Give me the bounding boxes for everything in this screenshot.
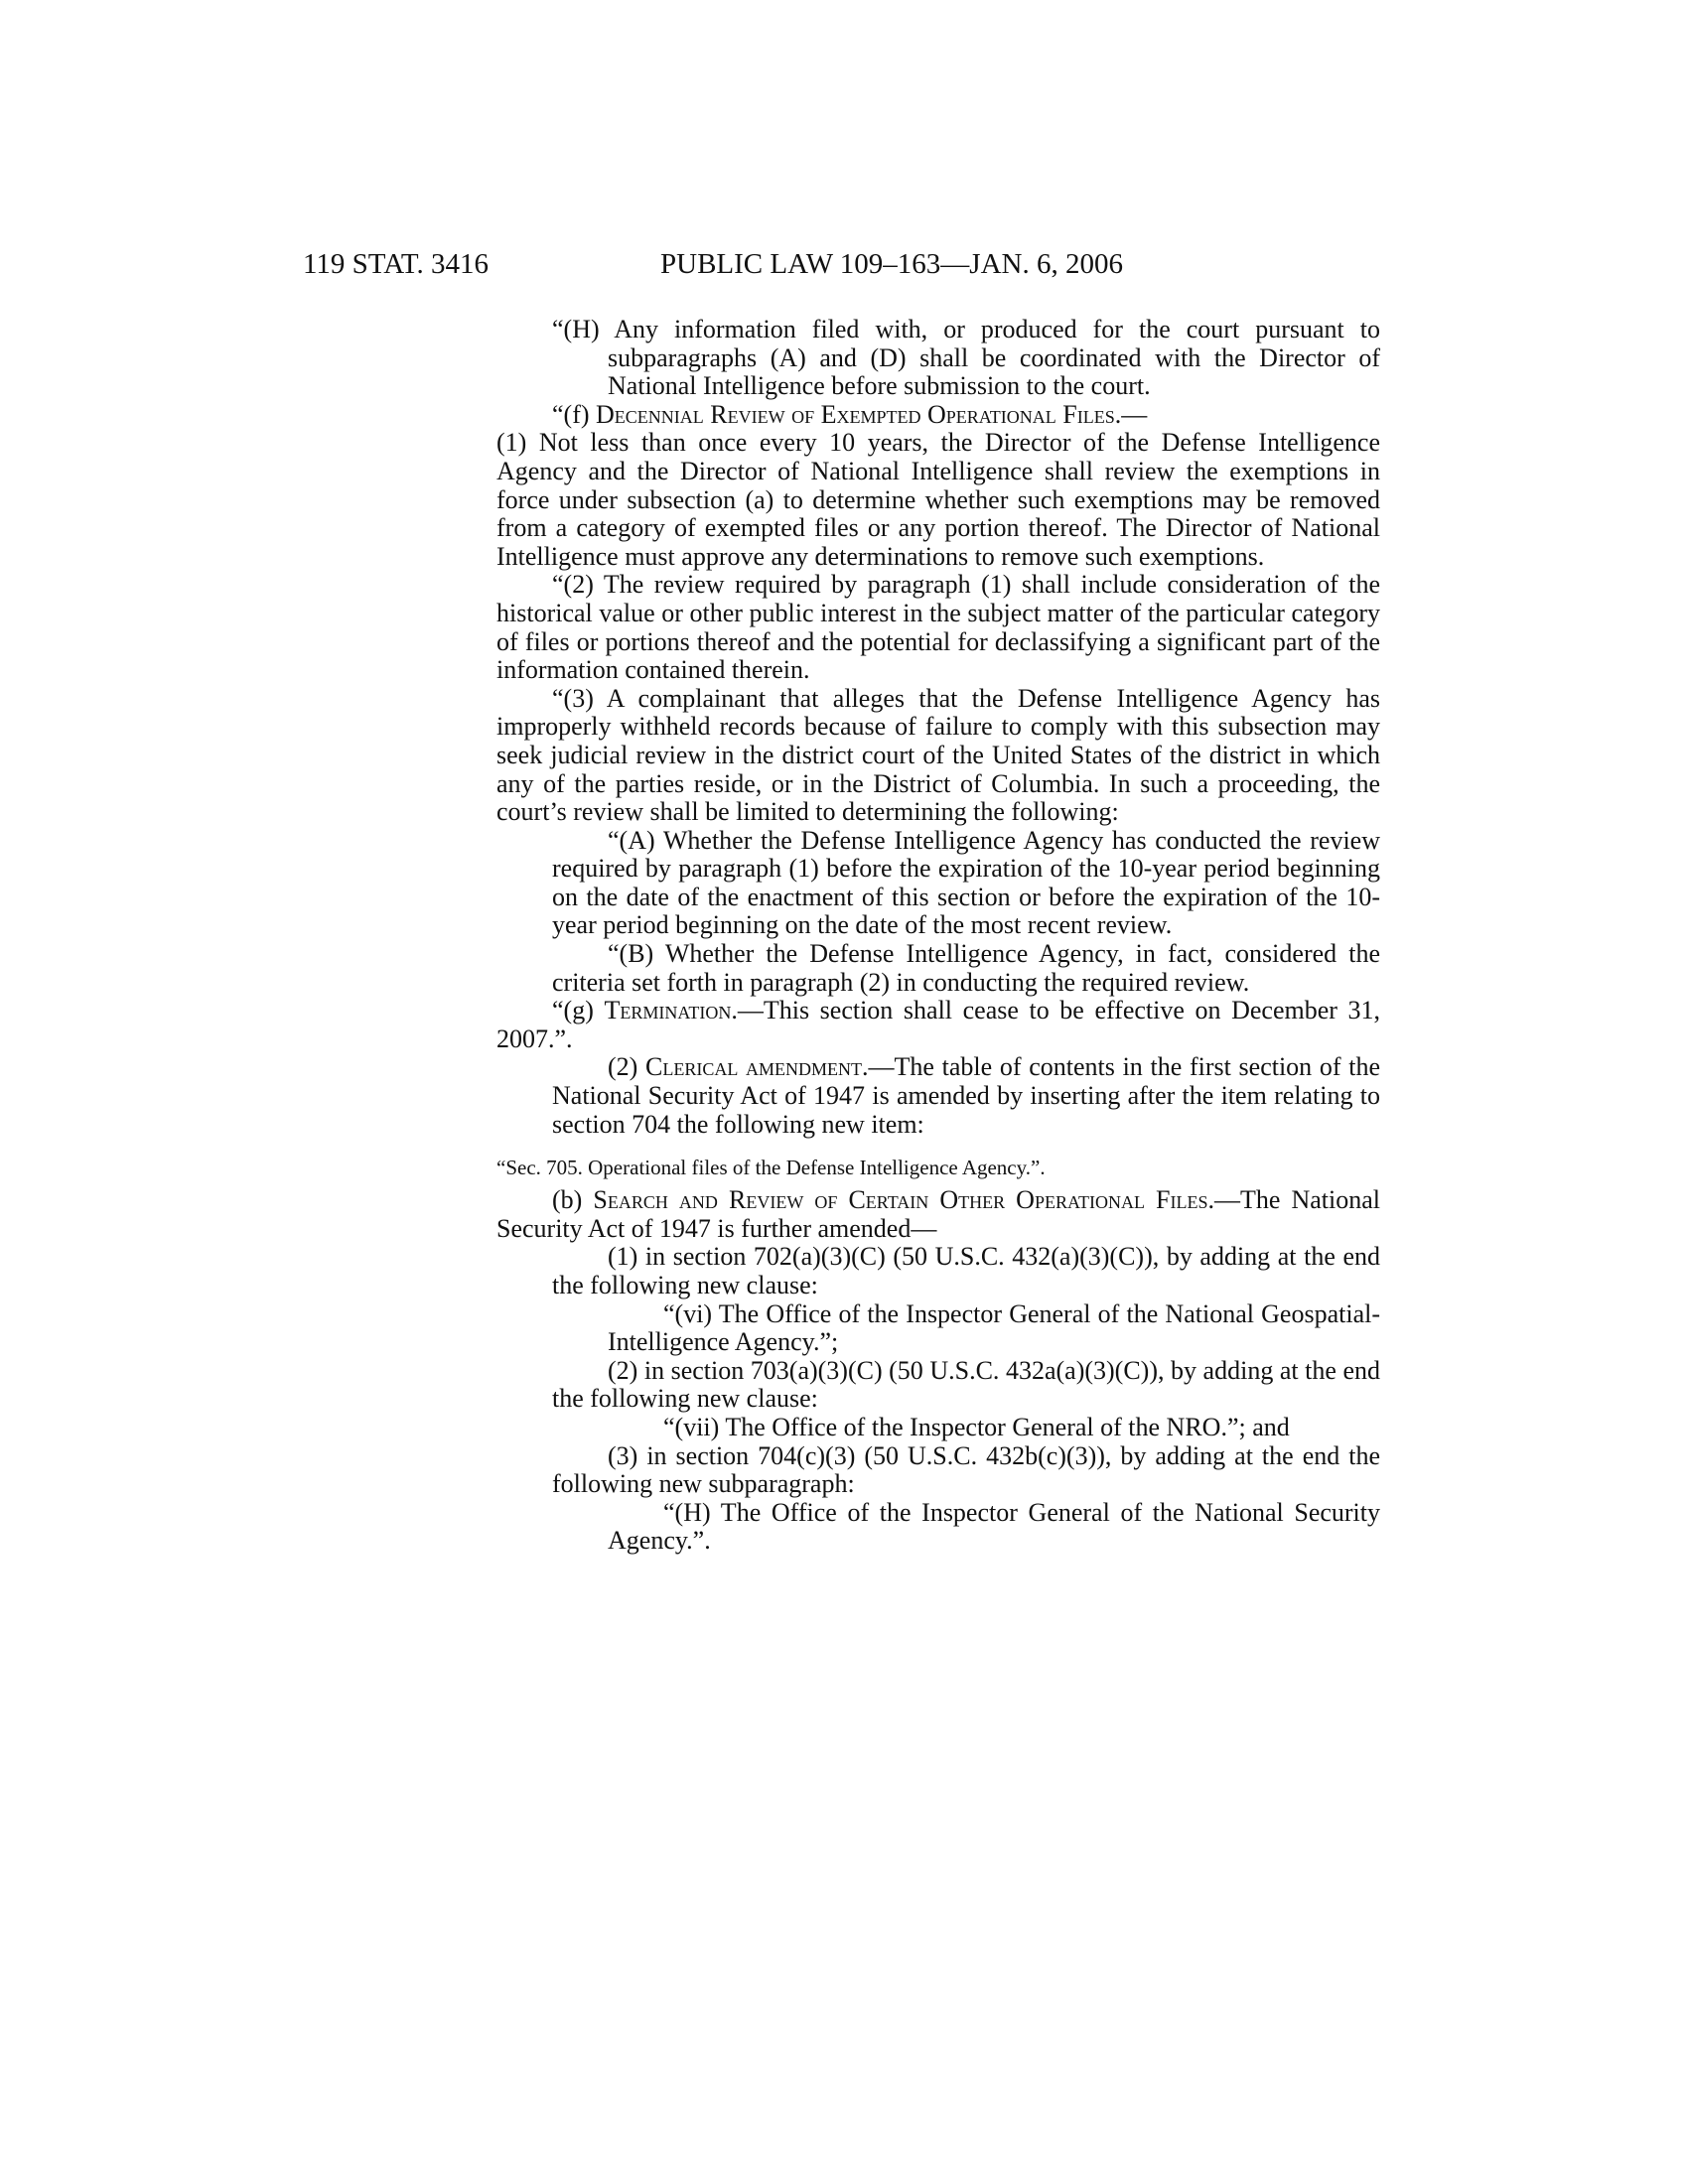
- section-b-heading: Search and Review of Certain Other Operational Files.: [593, 1185, 1214, 1215]
- document-body: [496, 316, 1380, 1556]
- paragraph-b-1-vi: “(vi) The Office of the Inspector General of the National Geospatial-Intelligence Agency.”;: [608, 1298, 1380, 1357]
- paragraph-f-heading: [496, 401, 1380, 430]
- section-f-heading: Decennial Review of Exempted Operational Files.: [596, 399, 1122, 429]
- paragraph-b-lead: (b): [552, 1185, 594, 1215]
- paragraph-f-lead: “(f): [552, 399, 597, 429]
- paragraph-b-text: —The National Security Act of 1947 is further amended—: [496, 1185, 1381, 1243]
- paragraph-g-lead: “(g): [552, 996, 605, 1025]
- paragraph-g: [496, 997, 1380, 1053]
- paragraph-f-1: (1) Not less than once every 10 years, the Director of the Defense Intelligence Agency and the Director of National Intelligence shall review the exemptions in force under subsection (a) to determine whether such exemptions may be removed from a category of exempted files or any portion thereof. The Director of National Intelligence must approve any determinations to remove such exemptions.: [496, 428, 1380, 571]
- paragraph-b-2: (2) in section 703(a)(3)(C) (50 U.S.C. 432a(a)(3)(C)), by adding at the end the following new clause:: [552, 1355, 1380, 1414]
- paragraph-2-clerical: [496, 1053, 1380, 1139]
- paragraph-b-3-h: “(H) The Office of the Inspector General of the National Security Agency.”.: [608, 1497, 1380, 1556]
- section-g-heading: Termination.: [604, 996, 738, 1025]
- paragraph-f-2: “(2) The review required by paragraph (1) shall include consideration of the historical value or other public interest in the subject matter of the particular category of files or portions thereof and the potential for declassifying a significant part of the information contained therein.: [496, 570, 1380, 685]
- paragraph-g-text: —This section shall cease to be effective on December 31, 2007.”.: [496, 996, 1381, 1053]
- page-header: [303, 248, 1544, 288]
- paragraph-f-3-a: “(A) Whether the Defense Intelligence Agency has conducted the review required by paragraph (1) before the expiration of the 10-year period beginning on the date of the enactment of this section or before the expiration of the 10-year period beginning on the date of the most recent review.: [552, 825, 1380, 940]
- paragraph-b: [496, 1186, 1380, 1243]
- paragraph-h: “(H) Any information filed with, or produced for the court pursuant to subparagraphs (A) and (D) shall be coordinated with the Director of National Intelligence before submission to the court.: [552, 315, 1380, 401]
- paragraph-b-2-vii: “(vii) The Office of the Inspector General of the NRO.”; and: [663, 1412, 1290, 1441]
- running-title: PUBLIC LAW 109–163—JAN. 6, 2006: [660, 248, 1123, 280]
- section-f-dash: —: [1121, 399, 1148, 429]
- stat-page-number: 119 STAT. 3416: [303, 248, 489, 280]
- clerical-heading: Clerical amendment.: [645, 1052, 869, 1082]
- paragraph-f-3-b: “(B) Whether the Defense Intelligence Agency, in fact, considered the criteria set forth in paragraph (2) in conducting the required review.: [552, 939, 1380, 997]
- paragraph-b-3: (3) in section 704(c)(3) (50 U.S.C. 432b(c)(3)), by adding at the end the following new subparagraph:: [552, 1440, 1380, 1499]
- paragraph-b-1: (1) in section 702(a)(3)(C) (50 U.S.C. 432(a)(3)(C)), by adding at the end the following new clause:: [552, 1242, 1380, 1299]
- paragraph-f-3: “(3) A complainant that alleges that the Defense Intelligence Agency has improperly withheld records because of failure to comply with this subsection may seek judicial review in the district court of the United States of the district in which any of the parties reside, or in the District of Columbia. In such a proceeding, the court’s review shall be limited to determining the following:: [496, 683, 1380, 827]
- paragraph-2-lead: (2): [608, 1052, 646, 1082]
- toc-item: “Sec. 705. Operational files of the Defense Intelligence Agency.”.: [496, 1156, 1046, 1180]
- paragraph-2-text: —The table of contents in the first section of the National Security Act of 1947 is amended by inserting after the item relating to section 704 the following new item:: [552, 1052, 1380, 1139]
